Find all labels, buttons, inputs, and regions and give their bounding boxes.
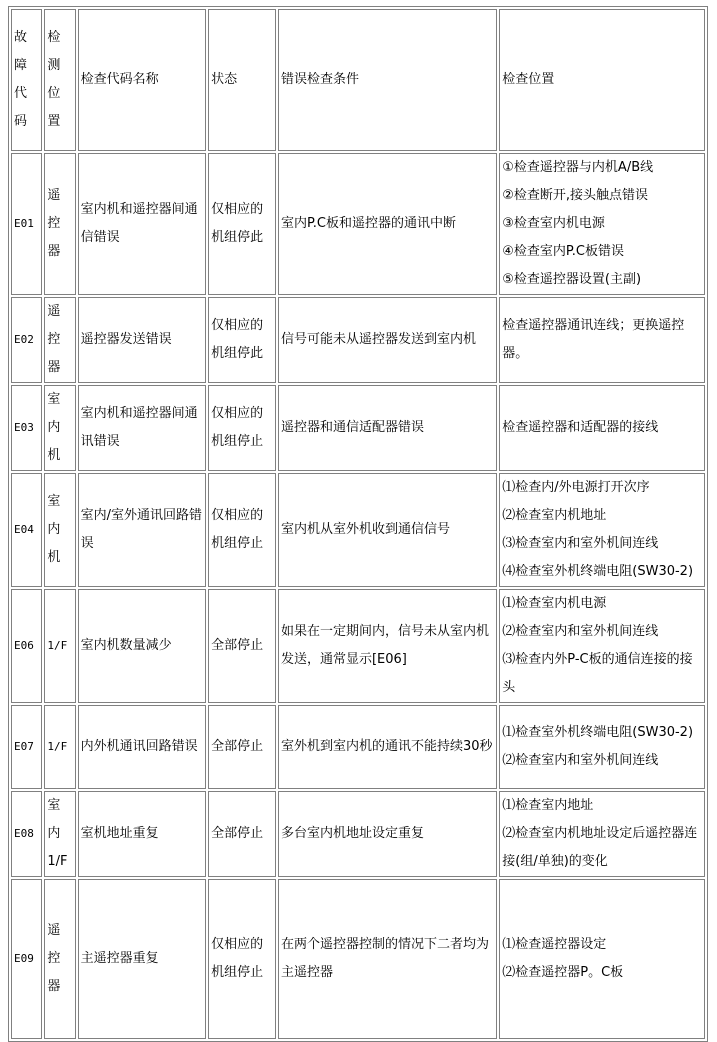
check-line: 检查遥控器和适配器的接线 <box>502 420 659 435</box>
check-line: ⑵检查室内和室外机间连线 <box>502 753 659 768</box>
table-row <box>11 589 705 703</box>
cell-status: 全部停止 <box>208 589 276 703</box>
cell-code: E03 <box>11 385 42 471</box>
check-line: ⑵检查室内和室外机间连线 <box>502 624 659 639</box>
check-line: ⑴检查室内机电源 <box>502 596 607 611</box>
cell-condition: 如果在一定期间内，信号未从室内机发送，通常显示[E06] <box>278 589 497 703</box>
cell-condition: 在两个遥控器控制的情况下二者均为主遥控器 <box>278 879 497 1039</box>
document-area <box>8 6 708 1042</box>
cell-code: E06 <box>11 589 42 703</box>
header-status: 状态 <box>208 9 276 151</box>
cell-position: 1/F <box>44 589 75 703</box>
table-row <box>11 791 705 877</box>
cell-status: 仅相应的机组停止 <box>208 385 276 471</box>
cell-condition: 信号可能未从遥控器发送到室内机 <box>278 297 497 383</box>
cell-code: E09 <box>11 879 42 1039</box>
cell-check <box>499 589 705 703</box>
cell-condition: 遥控器和通信适配器错误 <box>278 385 497 471</box>
check-line: ⑴检查遥控器设定 <box>502 937 607 952</box>
cell-check <box>499 297 705 383</box>
cell-check <box>499 385 705 471</box>
cell-name: 室内机和遥控器间通信错误 <box>78 153 206 295</box>
cell-condition: 室内P.C板和遥控器的通讯中断 <box>278 153 497 295</box>
cell-position: 遥控器 <box>44 153 75 295</box>
header-check: 检查位置 <box>499 9 705 151</box>
check-line: ⑵检查室内机地址 <box>502 508 607 523</box>
cell-name: 主遥控器重复 <box>78 879 206 1039</box>
header-condition: 错误检查条件 <box>278 9 497 151</box>
table-row <box>11 297 705 383</box>
cell-code: E08 <box>11 791 42 877</box>
cell-name: 内外机通讯回路错误 <box>78 705 206 789</box>
check-line: ⑵检查室内机地址设定后遥控器连接(组/单独)的变化 <box>502 826 698 869</box>
cell-position: 遥控器 <box>44 297 75 383</box>
table-row <box>11 153 705 295</box>
check-line: ①检查遥控器与内机A/B线 <box>502 160 654 175</box>
cell-check <box>499 879 705 1039</box>
cell-status: 全部停止 <box>208 791 276 877</box>
check-line: ⑶检查内外P-C板的通信连接的接头 <box>502 652 693 695</box>
error-code-table <box>8 6 708 1042</box>
cell-check <box>499 473 705 587</box>
cell-name: 室机地址重复 <box>78 791 206 877</box>
cell-position: 1/F <box>44 705 75 789</box>
header-position: 检测位置 <box>44 9 75 151</box>
check-line: ④检查室内P.C板错误 <box>502 244 624 259</box>
check-line: 检查遥控器通讯连线；更换遥控器。 <box>502 318 685 361</box>
cell-code: E07 <box>11 705 42 789</box>
table-row <box>11 385 705 471</box>
cell-name: 室内/室外通讯回路错误 <box>78 473 206 587</box>
cell-name: 室内机和遥控器间通讯错误 <box>78 385 206 471</box>
check-line: ⑴检查内/外电源打开次序 <box>502 480 650 495</box>
table-row <box>11 473 705 587</box>
header-code: 故障代码 <box>11 9 42 151</box>
cell-check <box>499 153 705 295</box>
cell-name: 遥控器发送错误 <box>78 297 206 383</box>
check-line: ②检查断开,接头触点错误 <box>502 188 649 203</box>
cell-position: 室内机 <box>44 385 75 471</box>
cell-condition: 室内机从室外机收到通信信号 <box>278 473 497 587</box>
cell-condition: 多台室内机地址设定重复 <box>278 791 497 877</box>
cell-position: 室内机 <box>44 473 75 587</box>
cell-condition: 室外机到室内机的通讯不能持续30秒 <box>278 705 497 789</box>
check-line: ⑤检查遥控器设置(主副) <box>502 272 642 287</box>
cell-status: 仅相应的机组停止 <box>208 473 276 587</box>
header-row <box>11 9 705 151</box>
check-line: ③检查室内机电源 <box>502 216 605 231</box>
cell-status: 仅相应的机组停此 <box>208 297 276 383</box>
table-row <box>11 879 705 1039</box>
cell-status: 全部停止 <box>208 705 276 789</box>
cell-name: 室内机数量减少 <box>78 589 206 703</box>
cell-code: E04 <box>11 473 42 587</box>
check-line: ⑴检查室外机终端电阻(SW30-2) <box>502 725 694 740</box>
cell-code: E02 <box>11 297 42 383</box>
check-line: ⑷检查室外机终端电阻(SW30-2) <box>502 564 694 579</box>
check-line: ⑴检查室内地址 <box>502 798 594 813</box>
cell-position: 室内1/F <box>44 791 75 877</box>
table-row <box>11 705 705 789</box>
check-line: ⑶检查室内和室外机间连线 <box>502 536 659 551</box>
cell-status: 仅相应的机组停此 <box>208 153 276 295</box>
cell-status: 仅相应的机组停止 <box>208 879 276 1039</box>
cell-code: E01 <box>11 153 42 295</box>
check-line: ⑵检查遥控器P。C板 <box>502 965 624 980</box>
cell-position: 遥控器 <box>44 879 75 1039</box>
cell-check <box>499 791 705 877</box>
header-name: 检查代码名称 <box>78 9 206 151</box>
cell-check <box>499 705 705 789</box>
